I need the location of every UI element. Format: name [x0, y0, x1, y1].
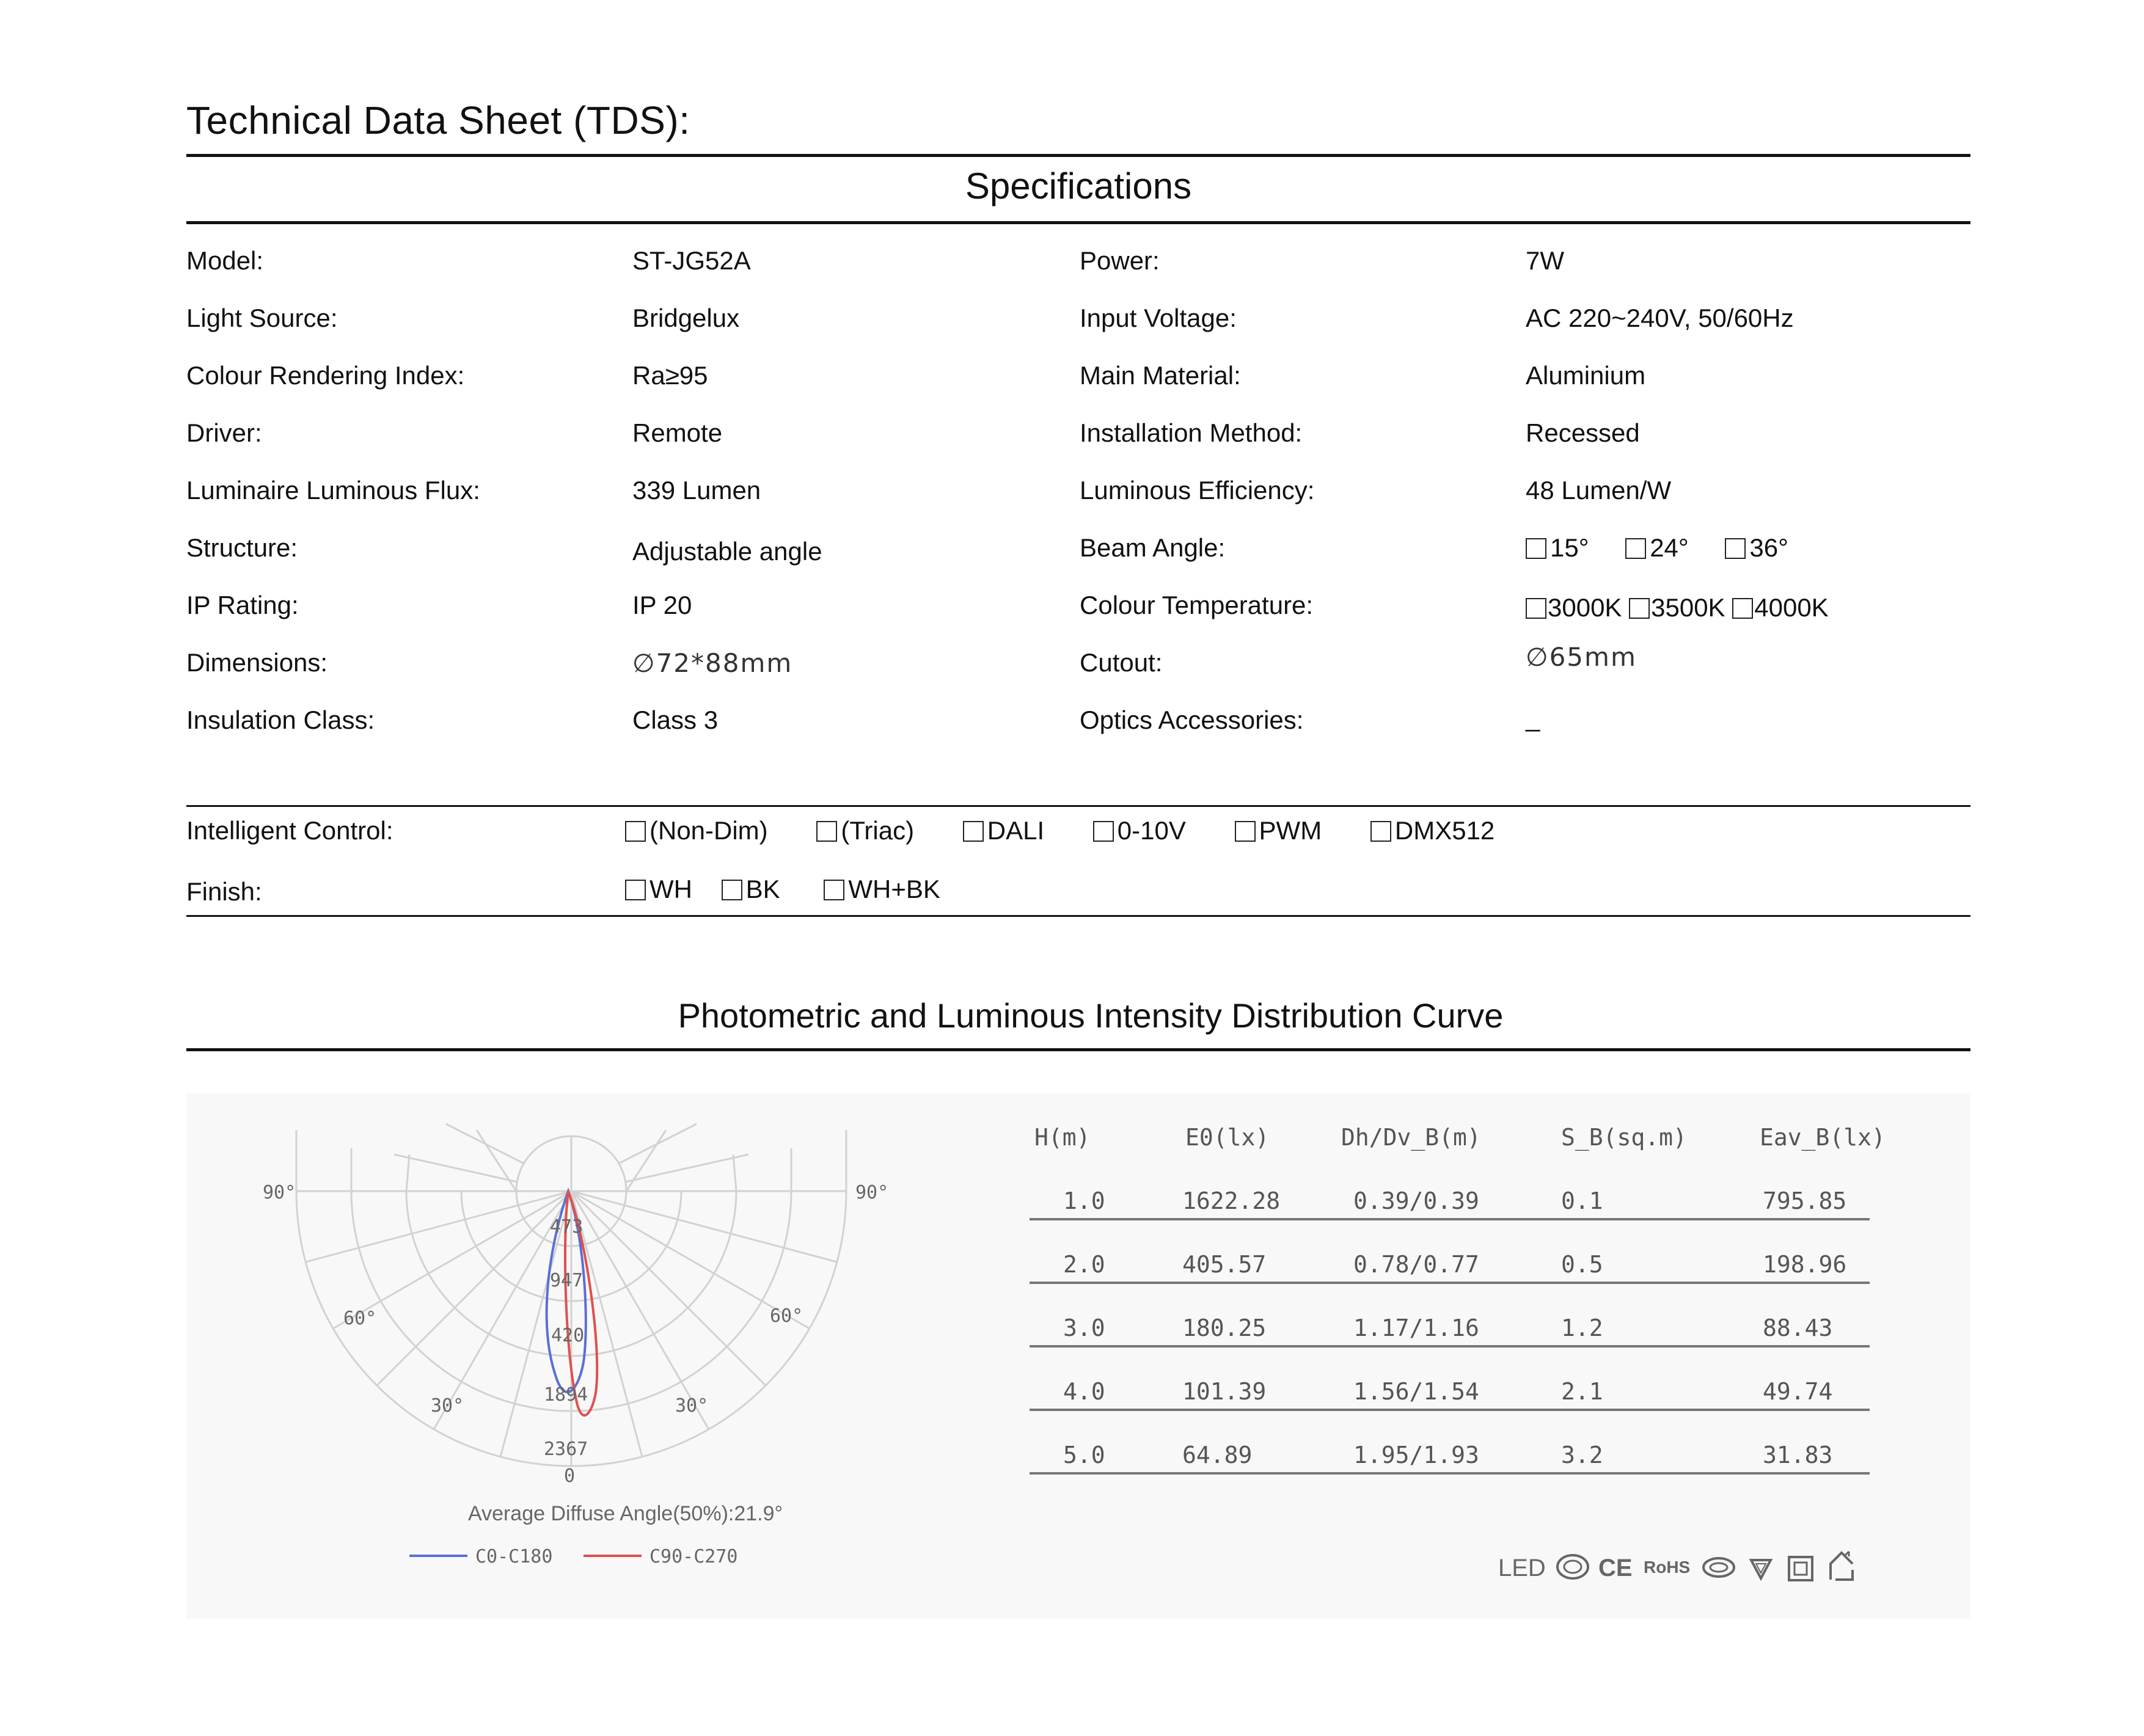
spec-value: 48 Lumen/W: [1526, 476, 1672, 505]
intensity-label: 947: [550, 1270, 584, 1291]
table-cell: 3.2: [1561, 1442, 1603, 1468]
spec-label: Structure:: [186, 533, 298, 562]
intelligent-control-label: Intelligent Control:: [186, 816, 393, 845]
spec-value: 339 Lumen: [632, 476, 761, 505]
control-option[interactable]: DMX512: [1370, 816, 1495, 845]
colour-temp-option[interactable]: 3500K: [1629, 593, 1725, 622]
table-cell: 0.1: [1561, 1187, 1603, 1214]
spec-value: Aluminium: [1526, 361, 1646, 390]
checkbox-icon: [1725, 538, 1746, 559]
table-row: [1030, 1284, 1870, 1348]
finish-options: [625, 875, 982, 904]
spec-label: Optics Accessories:: [1080, 706, 1304, 734]
spec-row: [186, 586, 1970, 643]
table-cell: 405.57: [1182, 1251, 1267, 1278]
beam-angle-options: [1526, 533, 1788, 563]
table-cell: 180.25: [1182, 1315, 1267, 1341]
checkbox-icon: [1526, 538, 1546, 559]
checkbox-icon: [824, 880, 844, 900]
column-header: E0(lx): [1185, 1124, 1270, 1151]
spec-row: [186, 643, 1970, 701]
title-divider: [186, 154, 1970, 157]
table-cell: 1.56/1.54: [1353, 1378, 1479, 1405]
spec-value: Remote: [632, 418, 723, 447]
specifications-divider: [186, 221, 1970, 224]
table-cell: 31.83: [1763, 1442, 1833, 1468]
control-bottom-divider: [186, 915, 1970, 917]
spec-value: 7W: [1526, 246, 1564, 275]
table-cell: 198.96: [1763, 1251, 1847, 1278]
spec-value: Recessed: [1526, 418, 1640, 447]
spec-label: Beam Angle:: [1080, 533, 1226, 562]
finish-option[interactable]: BK: [722, 875, 780, 903]
finish-option[interactable]: WH+BK: [824, 875, 940, 903]
column-header: S_B(sq.m): [1561, 1124, 1687, 1151]
checkbox-icon: [1625, 538, 1646, 559]
control-option[interactable]: PWM: [1235, 816, 1322, 845]
house-mark-icon: [1827, 1549, 1857, 1582]
intensity-label: 2367: [544, 1439, 588, 1460]
control-option[interactable]: (Non-Dim): [625, 816, 768, 845]
intensity-label: 420: [551, 1325, 585, 1346]
illuminance-table: [1030, 1124, 1886, 1475]
table-cell: 4.0: [1063, 1378, 1105, 1405]
column-header: Eav_B(lx): [1760, 1124, 1886, 1151]
spec-row: [186, 299, 1970, 356]
document-title: Technical Data Sheet (TDS):: [186, 98, 690, 142]
class-ii-icon: [1787, 1555, 1814, 1582]
spec-row: [186, 528, 1970, 586]
table-cell: 0.78/0.77: [1353, 1251, 1479, 1278]
control-option[interactable]: DALI: [963, 816, 1044, 845]
csa-icon: [1702, 1556, 1736, 1578]
spec-value: Adjustable angle: [632, 537, 822, 566]
checkbox-icon: [1526, 598, 1546, 619]
spec-row: [186, 701, 1970, 758]
ce-mark: CE: [1598, 1555, 1633, 1581]
average-diffuse-angle: Average Diffuse Angle(50%):21.9°: [468, 1502, 783, 1525]
polar-distribution-diagram: [244, 1118, 935, 1594]
table-cell: 1.0: [1063, 1187, 1105, 1214]
spec-label: Model:: [186, 246, 264, 275]
rohs-mark: RoHS: [1644, 1558, 1691, 1577]
angle-label: 30°: [675, 1395, 709, 1417]
table-cell: 88.43: [1763, 1315, 1833, 1341]
table-cell: 2.1: [1561, 1378, 1603, 1405]
spec-label: Luminaire Luminous Flux:: [186, 476, 480, 505]
spec-value: AC 220~240V, 50/60Hz: [1526, 304, 1794, 332]
table-row: [1030, 1411, 1870, 1475]
legend-label: C90-C270: [649, 1546, 738, 1567]
table-cell: 1.95/1.93: [1353, 1442, 1479, 1468]
spec-value: ∅65mm: [1526, 642, 1637, 672]
table-cell: 0.5: [1561, 1251, 1603, 1278]
intensity-label: 1894: [544, 1384, 588, 1406]
spec-value: Class 3: [632, 706, 719, 734]
photometric-heading: Photometric and Luminous Intensity Distribution Curve: [678, 996, 1504, 1035]
legend-label: C0-C180: [475, 1546, 553, 1567]
angle-label: 0: [564, 1465, 576, 1487]
checkbox-icon: [722, 880, 742, 900]
spec-label: Colour Temperature:: [1080, 591, 1314, 619]
table-cell: 2.0: [1063, 1251, 1105, 1278]
spec-label: Insulation Class:: [186, 706, 375, 734]
triangle-mark-icon: [1749, 1556, 1773, 1581]
checkbox-icon: [625, 821, 646, 842]
checkbox-icon: [1629, 598, 1650, 619]
spec-label: IP Rating:: [186, 591, 299, 619]
photometric-divider: [186, 1048, 1970, 1051]
spec-label: Driver:: [186, 418, 262, 447]
spec-label: Installation Method:: [1080, 418, 1303, 447]
led-mark: LED: [1498, 1555, 1546, 1581]
table-cell: 64.89: [1182, 1442, 1253, 1468]
intelligent-control-options: [625, 816, 1536, 845]
checkbox-icon: [1235, 821, 1256, 842]
polar-grid: [296, 1124, 846, 1466]
checkbox-icon: [1093, 821, 1114, 842]
spec-label: Cutout:: [1080, 648, 1163, 677]
control-top-divider: [186, 805, 1970, 807]
table-cell: 1622.28: [1182, 1187, 1281, 1214]
table-cell: 5.0: [1063, 1442, 1105, 1468]
spec-value: Bridgelux: [632, 304, 740, 332]
spec-value: IP 20: [632, 591, 692, 619]
table-cell: 101.39: [1182, 1378, 1267, 1405]
finish-option[interactable]: WH: [625, 875, 692, 903]
spec-label: Light Source:: [186, 304, 338, 332]
angle-label: 90°: [263, 1182, 296, 1203]
control-option[interactable]: (Triac): [816, 816, 914, 845]
spec-label: Luminous Efficiency:: [1080, 476, 1315, 505]
spec-label: Power:: [1080, 246, 1160, 275]
checkbox-icon: [1732, 598, 1753, 619]
intensity-label: 473: [550, 1216, 584, 1238]
colour-temp-option[interactable]: 4000K: [1732, 593, 1828, 622]
checkbox-icon: [1370, 821, 1391, 842]
spec-label: Main Material:: [1080, 361, 1241, 390]
colour-temperature-options: [1526, 593, 1829, 622]
spec-value: ∅72*88mm: [632, 648, 793, 678]
finish-label: Finish:: [186, 877, 262, 906]
spec-row: [186, 241, 1970, 299]
table-cell: 49.74: [1763, 1378, 1833, 1405]
spec-value: _: [1526, 703, 1540, 732]
beam-angle-option[interactable]: 24°: [1625, 533, 1689, 562]
spec-row: [186, 356, 1970, 414]
angle-label: 90°: [855, 1182, 889, 1203]
spec-row: [186, 414, 1970, 471]
beam-angle-option[interactable]: 15°: [1526, 533, 1589, 562]
column-header: H(m): [1034, 1124, 1091, 1151]
table-row: [1030, 1157, 1870, 1220]
checkbox-icon: [816, 821, 837, 842]
table-cell: 3.0: [1063, 1315, 1105, 1341]
table-cell: 1.17/1.16: [1353, 1315, 1479, 1341]
table-cell: 1.2: [1561, 1315, 1603, 1341]
spec-label: Input Voltage:: [1080, 304, 1237, 332]
angle-label: 60°: [770, 1305, 803, 1327]
beam-angle-option[interactable]: 36°: [1725, 533, 1788, 562]
spec-value: ST-JG52A: [632, 246, 751, 275]
specifications-grid: [186, 241, 1970, 758]
spec-label: Dimensions:: [186, 648, 328, 677]
specifications-heading: Specifications: [965, 166, 1192, 206]
spec-label: Colour Rendering Index:: [186, 361, 465, 390]
spec-value: Ra≥95: [632, 361, 708, 390]
column-header: Dh/Dv_B(m): [1341, 1124, 1481, 1151]
table-row: [1030, 1220, 1870, 1284]
table-cell: 795.85: [1763, 1187, 1847, 1214]
checkbox-icon: [625, 880, 646, 900]
ccc-icon: [1555, 1553, 1590, 1581]
spec-row: [186, 471, 1970, 528]
polar-legend: [409, 1546, 738, 1567]
colour-temp-option[interactable]: 3000K: [1526, 593, 1622, 622]
table-row: [1030, 1348, 1870, 1411]
angle-label: 60°: [343, 1308, 377, 1329]
table-cell: 0.39/0.39: [1353, 1187, 1479, 1214]
angle-label: 30°: [431, 1395, 464, 1417]
checkbox-icon: [963, 821, 984, 842]
control-option[interactable]: 0-10V: [1093, 816, 1186, 845]
